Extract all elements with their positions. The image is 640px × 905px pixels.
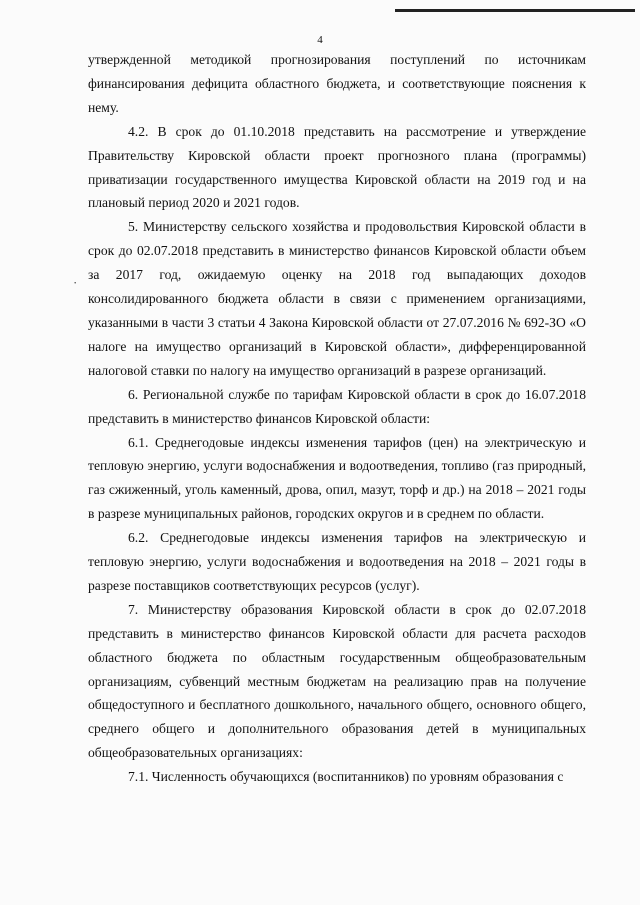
paragraph-7: 7. Министерству образования Кировской области в срок до 02.07.2018 представить в министерство финансов Кировской области для расчета расходов областного бюджета по областным государственным общеобразовательным организациям, субвенций местным бюджетам на реализацию прав на получение общедоступного и бесплатного дошкольного, начального общего, основного общего, среднего общего и дополнительного образования детей в муниципальных общеобразовательных организациях: [88,601,586,761]
margin-mark: · [73,275,78,290]
paragraph-6-2: 6.2. Среднегодовые индексы изменения тарифов на электрическую и тепловую энергию, услуги водоснабжения и водоотведения на 2018 – 2021 годы в разрезе поставщиков соответствующих ресурсов (услуг). [88,530,586,593]
paragraph-continuation: утвержденной методикой прогнозирования поступлений по источникам финансирования дефицита областного бюджета, и соответствующие пояснения к нему. [88,52,586,115]
page-number: 4 [317,34,323,46]
top-scan-line [395,9,635,12]
paragraph-5: 5. Министерству сельского хозяйства и продовольствия Кировской области в срок до 02.07.2018 представить в министерство финансов Кировской области объем за 2017 год, ожидаемую оценку на 2018 год выпадающих доходов консолидированного бюджета области в связи с применением организациями, указанными в части 3 статьи 4 Закона Кировской области от 27.07.2016 № 692-ЗО «О налоге на имущество организаций в Кировской области», дифференцированной налоговой ставки по налогу на имущество организаций в разрезе организаций. [88,219,586,378]
document-body [88,48,586,789]
paragraph-7-1: 7.1. Численность обучающихся (воспитанников) по уровням образования с [128,769,564,785]
paragraph-6: 6. Региональной службе по тарифам Кировской области в срок до 16.07.2018 представить в министерство финансов Кировской области: [88,386,586,426]
paragraph-4-2: 4.2. В срок до 01.10.2018 представить на рассмотрение и утверждение Правительству Кировской области проект прогнозного плана (программы) приватизации государственного имущества Кировской области на 2019 год и на плановый период 2020 и 2021 годов. [88,123,586,211]
paragraph-6-1: 6.1. Среднегодовые индексы изменения тарифов (цен) на электрическую и тепловую энергию, услуги водоснабжения и водоотведения, топливо (газ природный, газ сжиженный, уголь каменный, дрова, опил, мазут, торф и др.) на 2018 – 2021 годы в разрезе муниципальных районов, городских округов и в среднем по области. [88,434,586,522]
